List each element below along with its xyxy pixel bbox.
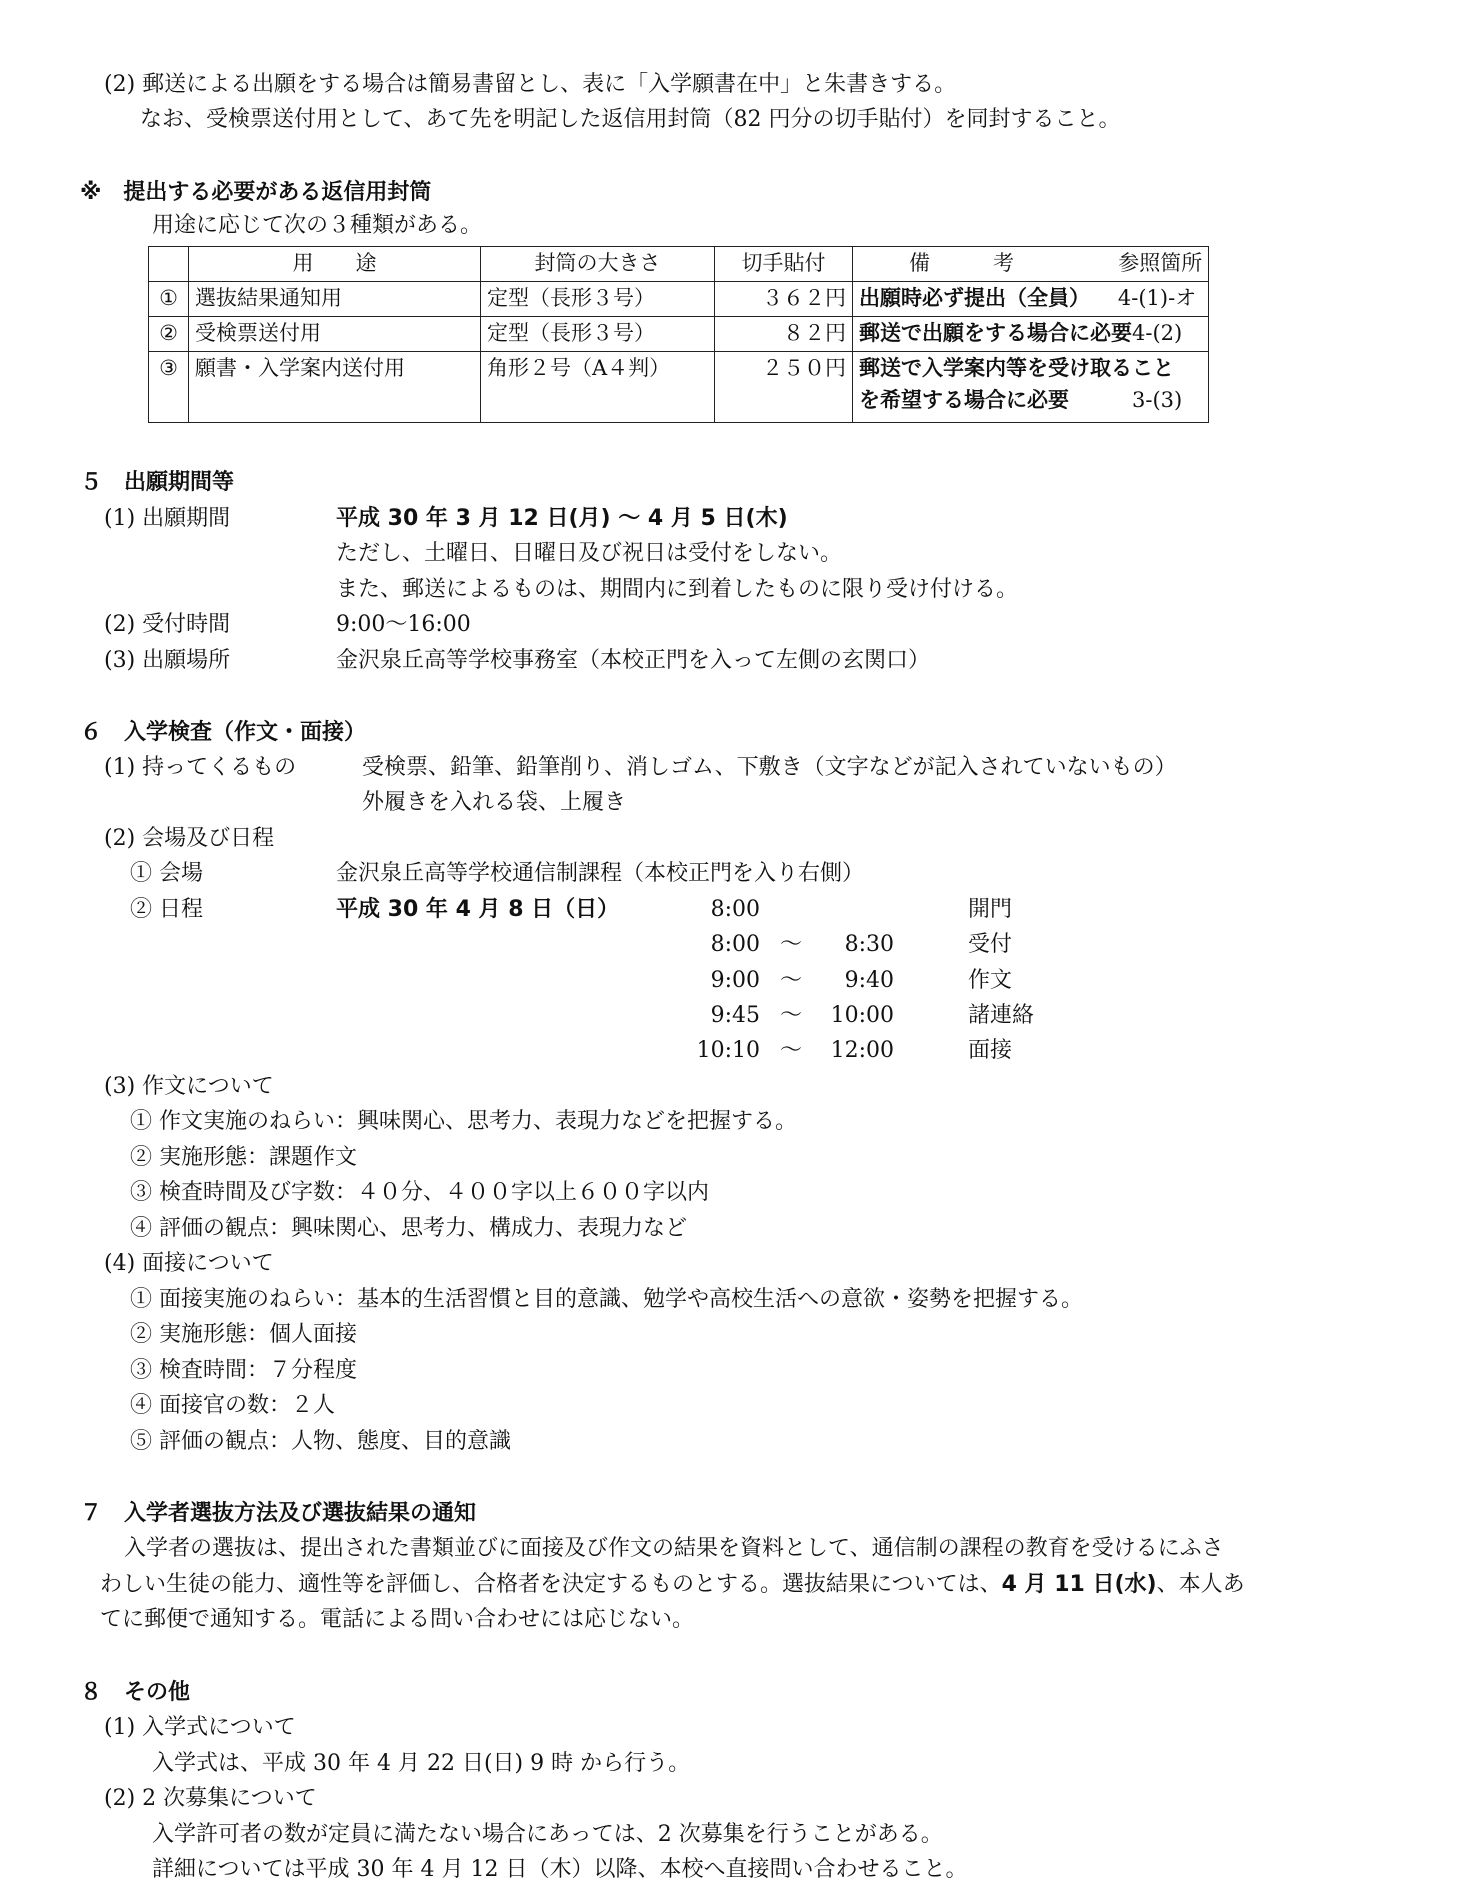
row-no: ② <box>149 317 189 352</box>
result-date: 4 月 11 日(水) <box>1001 1572 1157 1597</box>
row-stamp: ２５０円 <box>715 352 853 423</box>
schedule-sep: ～ <box>779 1003 802 1028</box>
interview-item: ① 面接実施のねらい：基本的生活習慣と目的意識、勉学や高校生活への意欲・姿勢を把握する。 <box>130 1287 1083 1312</box>
period-note-1: ただし、土曜日、日曜日及び祝日は受付をしない。 <box>336 541 843 566</box>
schedule-item: 作文 <box>968 968 1013 993</box>
schedule-sep: ～ <box>779 968 802 993</box>
interview-item: ② 実施形態：個人面接 <box>130 1322 357 1347</box>
bring-label: (1) 持ってくるもの <box>104 755 297 780</box>
schedule-start: 9:00 <box>710 968 760 993</box>
row-stamp: ８２円 <box>715 317 853 352</box>
table-header-note: 備 考 <box>909 251 1014 275</box>
row-note: 郵送で入学案内等を受け取ること <box>859 356 1174 380</box>
envelope-heading: ※ 提出する必要がある返信用封筒 <box>80 180 432 205</box>
row-purpose: 選抜結果通知用 <box>189 282 481 317</box>
selection-line-2-tail: 、本人あ <box>1156 1572 1245 1597</box>
schedule-row <box>690 968 1460 994</box>
table-header-size: 封筒の大きさ <box>481 247 715 282</box>
row-ref: 3-(3) <box>1132 388 1183 412</box>
interview-item: ④ 面接官の数：２人 <box>130 1393 335 1418</box>
schedule-item: 面接 <box>968 1038 1013 1063</box>
section-5-heading: ５ 出願期間等 <box>80 470 235 495</box>
row-stamp: ３６２円 <box>715 282 853 317</box>
venue-label: ① 会場 <box>130 861 203 886</box>
section-8-heading: ８ その他 <box>80 1680 191 1705</box>
schedule-row <box>690 1038 1460 1064</box>
bring-value-1: 受検票、鉛筆、鉛筆削り、消しゴム、下敷き（文字などが記入されていないもの） <box>362 755 1177 780</box>
row-size: 定型（長形３号） <box>481 317 715 352</box>
venue-heading: (2) 会場及び日程 <box>104 826 275 851</box>
schedule-end: 8:30 <box>844 932 894 957</box>
essay-item: ② 実施形態：課題作文 <box>130 1145 357 1170</box>
ceremony-label: (1) 入学式について <box>104 1715 296 1740</box>
time-value: 9:00～16:00 <box>336 612 471 637</box>
table-header-row <box>149 247 1209 282</box>
selection-line-1: 入学者の選抜は、提出された書類並びに面接及び作文の結果を資料として、通信制の課程の教育を受けるにふさ <box>124 1536 1224 1561</box>
row-size: 角形２号（A４判） <box>481 352 715 423</box>
row-size: 定型（長形３号） <box>481 282 715 317</box>
second-recruit-value-1: 入学許可者の数が定員に満たない場合にあっては、2 次募集を行うことがある。 <box>152 1822 943 1847</box>
ceremony-value: 入学式は、平成 30 年 4 月 22 日(日) 9 時 から行う。 <box>152 1751 691 1776</box>
schedule-row <box>690 1003 1460 1029</box>
period-value: 平成 30 年 3 月 12 日(月) ～ 4 月 5 日(木) <box>336 506 788 531</box>
row-note-cell <box>853 282 1209 317</box>
table-row <box>149 282 1209 317</box>
row-purpose: 願書・入学案内送付用 <box>189 352 481 423</box>
selection-line-2-text: わしい生徒の能力、適性等を評価し、合格者を決定するものとする。選抜結果については、 <box>100 1572 1002 1597</box>
table-row <box>149 352 1209 423</box>
table-header-stamp: 切手貼付 <box>715 247 853 282</box>
row-note: 出願時必ず提出（全員） <box>859 286 1090 310</box>
row-note: 郵送で出願をする場合に必要 <box>859 321 1132 345</box>
interview-heading: (4) 面接について <box>104 1251 274 1276</box>
schedule-start: 8:00 <box>710 897 760 922</box>
schedule-start: 10:10 <box>696 1038 760 1063</box>
interview-item: ⑤ 評価の観点：人物、態度、目的意識 <box>130 1429 511 1454</box>
schedule-start: 8:00 <box>710 932 760 957</box>
row-no: ③ <box>149 352 189 423</box>
schedule-item: 受付 <box>968 932 1013 957</box>
schedule-end: 12:00 <box>830 1038 894 1063</box>
row-ref: 4-(1)-オ <box>1117 286 1197 310</box>
section-6-heading: ６ 入学検査（作文・面接） <box>80 720 367 745</box>
second-recruit-value-2: 詳細については平成 30 年 4 月 12 日（木）以降、本校へ直接問い合わせること。 <box>152 1857 968 1882</box>
selection-line-3: てに郵便で通知する。電話による問い合わせには応じない。 <box>100 1607 695 1632</box>
time-label: (2) 受付時間 <box>104 612 231 637</box>
bring-value-2: 外履きを入れる袋、上履き <box>362 790 627 815</box>
row-note-cell <box>853 317 1209 352</box>
envelope-table <box>148 246 1209 423</box>
interview-item: ③ 検査時間：７分程度 <box>130 1358 357 1383</box>
row-purpose: 受検票送付用 <box>189 317 481 352</box>
schedule-item: 諸連絡 <box>968 1003 1035 1028</box>
row-note-cell <box>853 352 1209 423</box>
row-note-2: を希望する場合に必要 <box>859 388 1069 412</box>
table-header-purpose: 用 途 <box>189 247 481 282</box>
date-label: ② 日程 <box>130 897 203 922</box>
schedule-start: 9:45 <box>710 1003 760 1028</box>
row-ref: 4-(2) <box>1132 321 1183 345</box>
table-header-no <box>149 247 189 282</box>
envelope-intro: 用途に応じて次の３種類がある。 <box>152 213 483 238</box>
second-recruit-label: (2) 2 次募集について <box>104 1786 317 1811</box>
table-row <box>149 317 1209 352</box>
venue-value: 金沢泉丘高等学校通信制課程（本校正門を入り右側） <box>336 861 865 886</box>
row-no: ① <box>149 282 189 317</box>
date-value: 平成 30 年 4 月 8 日（日） <box>336 897 620 922</box>
place-label: (3) 出願場所 <box>104 648 231 673</box>
essay-item: ③ 検査時間及び字数：４０分、４００字以上６００字以内 <box>130 1180 709 1205</box>
place-value: 金沢泉丘高等学校事務室（本校正門を入って左側の玄関口） <box>336 648 931 673</box>
schedule-item: 開門 <box>968 897 1013 922</box>
period-note-2: また、郵送によるものは、期間内に到着したものに限り受け付ける。 <box>336 577 1019 602</box>
essay-item: ④ 評価の観点：興味関心、思考力、構成力、表現力など <box>130 1216 687 1241</box>
mail-line-2: なお、受検票送付用として、あて先を明記した返信用封筒（82 円分の切手貼付）を同封すること。 <box>140 107 1121 132</box>
section-7-heading: ７ 入学者選抜方法及び選抜結果の通知 <box>80 1501 477 1526</box>
schedule-row <box>690 897 1460 923</box>
essay-heading: (3) 作文について <box>104 1074 274 1099</box>
mail-line-1: (2) 郵送による出願をする場合は簡易書留とし、表に「入学願書在中」と朱書きする。 <box>104 72 957 97</box>
schedule-end: 10:00 <box>830 1003 894 1028</box>
table-header-ref: 参照箇所 <box>1118 251 1203 275</box>
period-label: (1) 出願期間 <box>104 506 231 531</box>
table-header-note-cell <box>853 247 1209 282</box>
selection-line-2 <box>100 1572 1245 1598</box>
schedule-row <box>690 932 1460 958</box>
schedule-end: 9:40 <box>844 968 894 993</box>
essay-item: ① 作文実施のねらい：興味関心、思考力、表現力などを把握する。 <box>130 1109 797 1134</box>
schedule-sep: ～ <box>779 932 802 957</box>
schedule-sep: ～ <box>779 1038 802 1063</box>
